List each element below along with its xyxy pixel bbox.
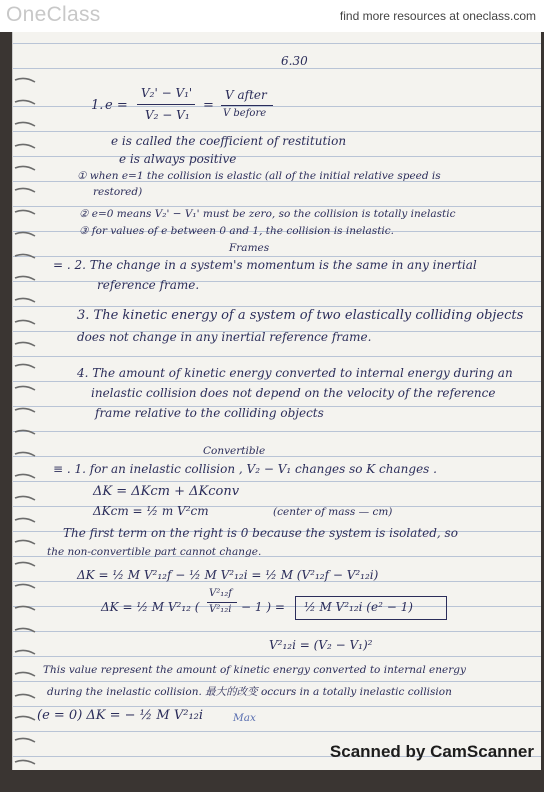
formula-vafter: V after	[225, 88, 267, 102]
spiral-binding	[13, 72, 37, 792]
note-vrel: V²₁₂i = (V₂ − V₁)²	[269, 638, 373, 652]
note-represent-2: during the inelastic collision. 最大的改变 occurs in a totally inelastic collision	[47, 686, 452, 698]
note-first-term: The first term on the right is 0 because the system is isolated, so	[63, 526, 458, 540]
dk3-numerator: V²₁₂f	[209, 588, 232, 599]
note-dk2: ΔK = ½ M V²₁₂f − ½ M V²₁₂i = ½ M (V²₁₂f − V²₁₂i)	[77, 568, 379, 582]
note-3-1: ≡ . 1. for an inelastic collision , V₂ − V₁ changes so K changes .	[53, 462, 437, 476]
note-elastic-2: restored)	[93, 186, 143, 198]
note-dk: ΔK = ΔKcm + ΔKconv	[93, 484, 240, 499]
header-tagline[interactable]: find more resources at oneclass.com	[339, 9, 536, 23]
note-section3-a: 3. The kinetic energy of a system of two elastically colliding objects	[77, 308, 524, 323]
formula-numerator: V₂' − V₁'	[141, 86, 193, 100]
note-frames: Frames	[229, 242, 270, 254]
note-section3-b: does not change in any inertial reference frame.	[77, 330, 372, 344]
note-e0: (e = 0) ΔK = − ½ M V²₁₂i	[37, 708, 204, 723]
note-section4-a: 4. The amount of kinetic energy converted to internal energy during an	[77, 366, 513, 380]
section1-label: 1.	[91, 98, 104, 113]
note-between: ③ for values of e between 0 and 1, the collision is inelastic.	[79, 225, 394, 237]
note-dk3-mid: − 1 ) =	[241, 600, 285, 614]
note-section4-c: frame relative to the colliding objects	[95, 406, 324, 420]
result-box	[295, 596, 447, 620]
note-section4-b: inelastic collision does not depend on the velocity of the reference	[91, 386, 496, 400]
note-zero: ② e=0 means V₂' − V₁' must be zero, so the collision is totally inelastic	[79, 208, 456, 220]
note-nonconvertible: the non-convertible part cannot change.	[47, 546, 262, 558]
notebook-page	[12, 32, 541, 770]
note-date: 6.30	[281, 54, 308, 68]
note-coefficient: e is called the coefficient of restitution	[111, 134, 347, 148]
scanned-by-camscanner: Scanned by CamScanner	[329, 742, 534, 761]
note-convertible: Convertible	[203, 445, 266, 457]
formula-e-left: e =	[105, 98, 128, 113]
note-dk3-left: ΔK = ½ M V²₁₂ (	[101, 600, 200, 614]
formula-denominator: V₂ − V₁	[145, 108, 190, 122]
formula-equals: =	[203, 98, 214, 113]
note-kcm: ΔKcm = ½ m V²cm	[93, 504, 209, 518]
note-section2-b: reference frame.	[97, 278, 200, 292]
note-scribble: Max	[233, 712, 256, 724]
note-dk3-box: ½ M V²₁₂i (e² − 1)	[304, 600, 413, 614]
oneclass-header	[0, 0, 544, 32]
dk3-denominator: V²₁₂i	[209, 604, 232, 615]
note-positive: e is always positive	[119, 152, 237, 166]
fraction-bar	[137, 104, 195, 105]
note-elastic-1: ① when e=1 the collision is elastic (all of the initial relative speed is	[77, 170, 441, 182]
oneclass-logo[interactable]: OneClass	[6, 3, 101, 26]
note-section2-a: = . 2. The change in a system's momentum is the same in any inertial	[53, 258, 477, 272]
formula-vbefore: V before	[223, 108, 267, 119]
note-kcm-note: (center of mass — cm)	[273, 506, 393, 518]
note-represent-1: This value represent the amount of kinetic energy converted to internal energy	[43, 664, 466, 676]
dk3-fraction-bar	[207, 602, 237, 603]
fraction-bar-2	[221, 105, 273, 106]
